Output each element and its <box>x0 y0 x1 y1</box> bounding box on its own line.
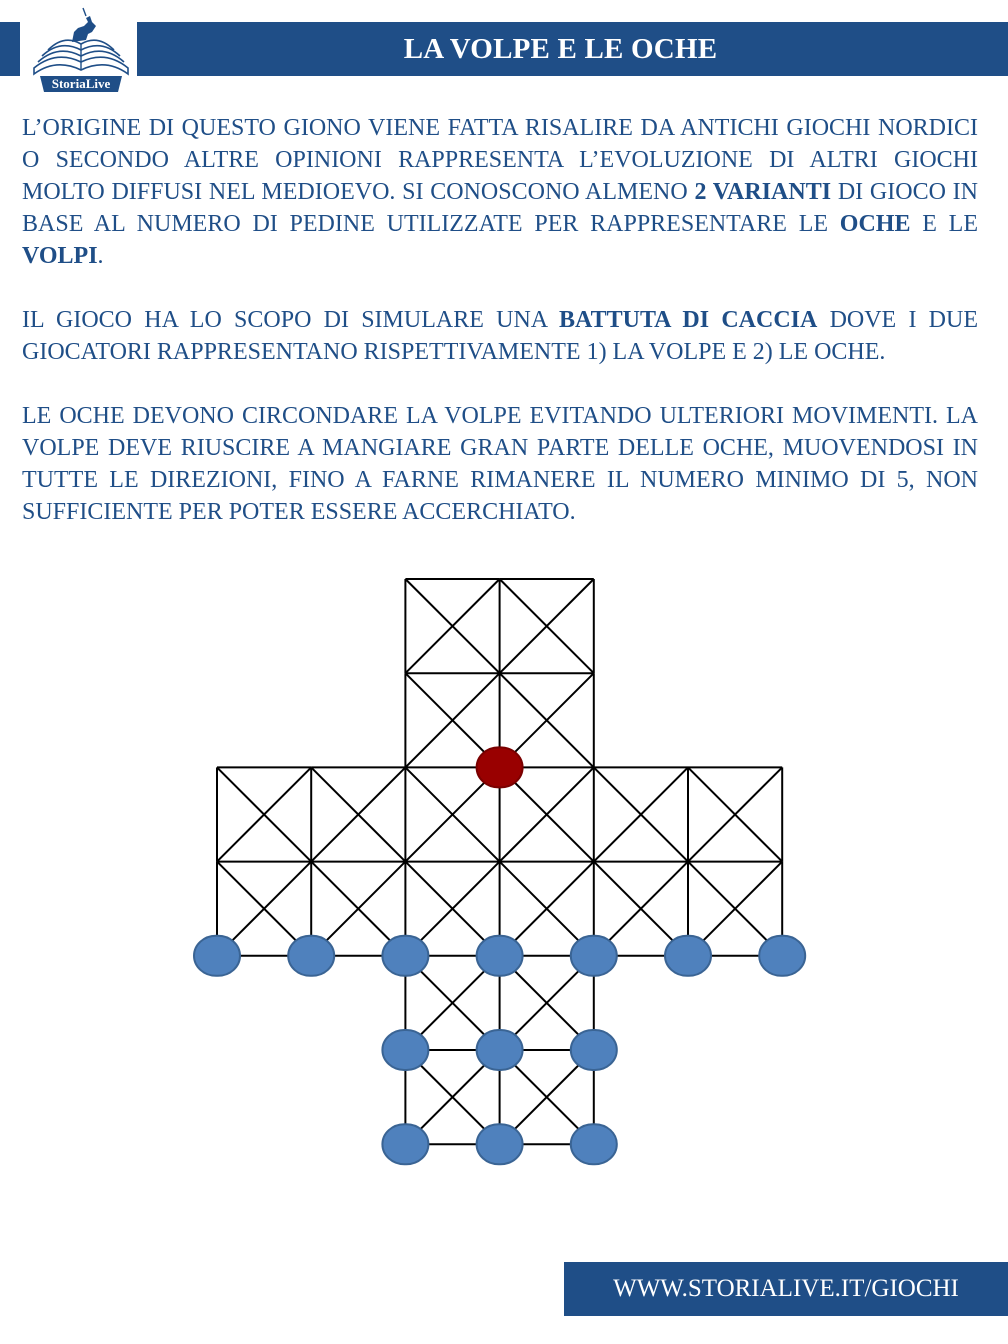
emphasis-text: BATTUTA DI CACCIA <box>559 307 818 333</box>
diagonal-line <box>500 956 594 1050</box>
logo-text: StoriaLive <box>51 76 111 91</box>
goose-piece[interactable] <box>571 936 617 976</box>
goose-piece[interactable] <box>477 1030 523 1070</box>
body-text: IL GIOCO HA LO SCOPO DI SIMULARE UNA <box>22 307 560 333</box>
diagonal-line <box>594 767 688 861</box>
paragraph-1 <box>22 112 978 272</box>
fox-piece[interactable] <box>477 747 523 787</box>
diagonal-line <box>500 767 594 861</box>
diagonal-line <box>500 862 594 956</box>
goose-piece[interactable] <box>759 936 805 976</box>
diagonal-line <box>500 579 594 673</box>
emphasis-text: 2 VARIANTI <box>694 179 832 205</box>
diagonal-line <box>405 1050 499 1144</box>
body-text: DOVE I DUE GIOCATORI RAPPRESENTANO RISPETTIVAMENTE 1) LA VOLPE E 2) LE OCHE. <box>22 307 979 365</box>
emphasis-text: VOLPI <box>22 243 98 269</box>
diagonal-line <box>500 1050 594 1144</box>
diagonal-line <box>311 767 405 861</box>
diagonal-line <box>311 862 405 956</box>
diagonal-line <box>500 1050 594 1144</box>
goose-piece[interactable] <box>194 936 240 976</box>
diagonal-line <box>405 956 499 1050</box>
goose-piece[interactable] <box>571 1030 617 1070</box>
diagonal-line <box>217 767 311 861</box>
paragraph-3 <box>22 400 978 528</box>
diagonal-line <box>405 673 499 767</box>
diagonal-line <box>405 673 499 767</box>
goose-piece[interactable] <box>382 1124 428 1164</box>
diagonal-line <box>405 862 499 956</box>
body-text: L’ORIGINE DI QUESTO GIONO VIENE FATTA RISALIRE DA ANTICHI GIOCHI NORDICI O SECONDO ALTRE OPINIONI RAPPRESENTA L’EVOLUZIONE DI ALTRI GIOCHI MOLTO DIFFUSI NEL MEDIOEVO. SI CONOSCONO ALMENO <box>22 115 978 205</box>
diagonal-line <box>311 862 405 956</box>
diagonal-line <box>688 862 782 956</box>
diagonal-line <box>217 862 311 956</box>
goose-piece[interactable] <box>288 936 334 976</box>
body-text: DI GIOCO IN BASE AL NUMERO DI PEDINE UTILIZZATE PER RAPPRESENTARE LE <box>22 179 978 237</box>
diagonal-line <box>500 767 594 861</box>
diagonal-line <box>405 956 499 1050</box>
diagonal-line <box>594 862 688 956</box>
diagonal-line <box>688 862 782 956</box>
title-bar <box>137 22 1008 76</box>
diagonal-line <box>217 767 311 861</box>
diagonal-line <box>500 862 594 956</box>
goose-piece[interactable] <box>477 936 523 976</box>
goose-piece[interactable] <box>477 1124 523 1164</box>
diagonal-line <box>405 767 499 861</box>
goose-piece[interactable] <box>382 1030 428 1070</box>
website-link[interactable]: WWW.STORIALIVE.IT/GIOCHI <box>613 1275 959 1302</box>
header-left-stripe <box>0 22 20 76</box>
diagonal-line <box>688 767 782 861</box>
diagonal-line <box>500 673 594 767</box>
body-text: LE OCHE DEVONO CIRCONDARE LA VOLPE EVITANDO ULTERIORI MOVIMENTI. LA VOLPE DEVE RIUSCIRE A MANGIARE GRAN PARTE DELLE OCHE, MUOVENDOSI IN TUTTE LE DIREZIONI, FINO A FARNE RIMANERE IL NUMERO MINIMO DI 5, NON SUFFICIENTE PER POTER ESSERE ACCERCHIATO. <box>22 403 978 525</box>
goose-piece[interactable] <box>571 1124 617 1164</box>
diagonal-line <box>500 956 594 1050</box>
page-title: LA VOLPE E LE OCHE <box>403 32 718 65</box>
paragraph-2 <box>22 304 978 368</box>
goose-piece[interactable] <box>665 936 711 976</box>
storialive-logo[interactable] <box>26 6 136 96</box>
article-body <box>22 112 978 528</box>
goose-piece[interactable] <box>382 936 428 976</box>
diagonal-line <box>405 862 499 956</box>
diagonal-line <box>217 862 311 956</box>
diagonal-line <box>405 579 499 673</box>
diagonal-line <box>688 767 782 861</box>
diagonal-line <box>311 767 405 861</box>
diagonal-line <box>594 767 688 861</box>
body-text: . <box>97 243 104 269</box>
diagonal-line <box>500 579 594 673</box>
body-text: E LE <box>910 211 979 237</box>
emphasis-text: OCHE <box>839 211 911 237</box>
diagonal-line <box>594 862 688 956</box>
diagonal-line <box>405 767 499 861</box>
diagonal-line <box>405 579 499 673</box>
footer-bar <box>564 1262 1008 1316</box>
diagonal-line <box>405 1050 499 1144</box>
diagonal-line <box>500 673 594 767</box>
